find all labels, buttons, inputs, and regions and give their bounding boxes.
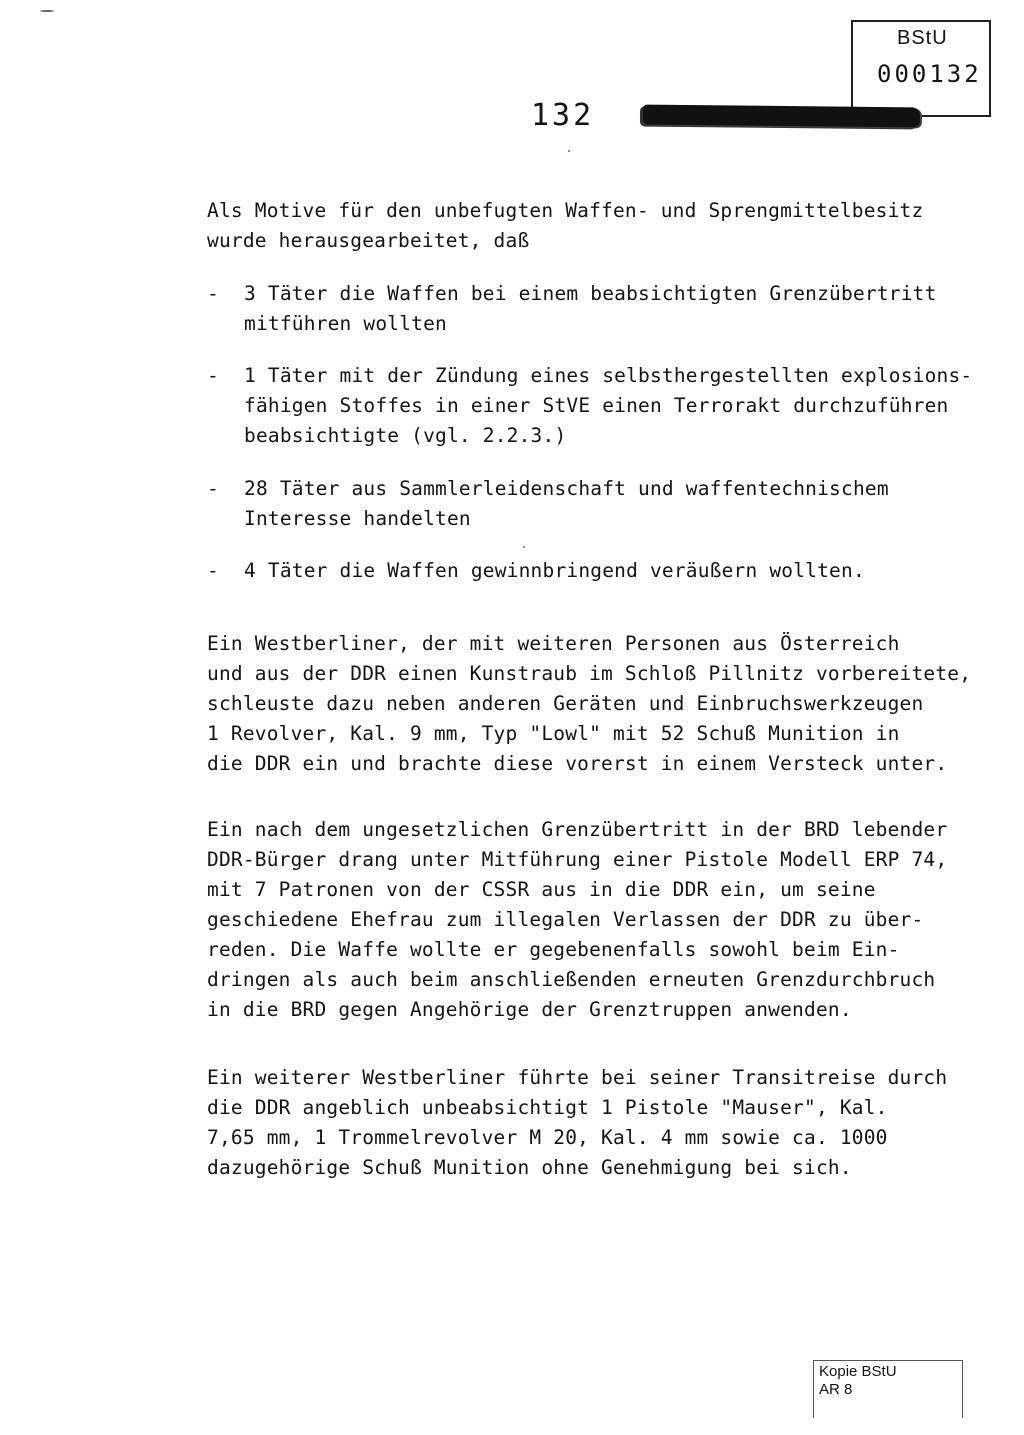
scan-speck: [568, 150, 570, 152]
bullet-text: 3 Täter die Waffen bei einem beabsichtigten Grenzübertritt mitführen wollten: [244, 282, 937, 335]
scan-speck: [523, 546, 525, 548]
scan-speck: [40, 10, 54, 12]
bullet-text: 28 Täter aus Sammlerleidenschaft und waffentechnischem Interesse handelten: [244, 477, 889, 530]
stamp-number: 000132: [877, 60, 982, 88]
bullet-text: 4 Täter die Waffen gewinnbringend veräußern wollten.: [244, 559, 865, 582]
bullet-dash: -: [207, 559, 219, 582]
archive-stamp: [851, 20, 991, 117]
bullet-dash: -: [207, 282, 219, 305]
stamp-label: BStU: [897, 27, 948, 49]
bullet-text: 1 Täter mit der Zündung eines selbsthergestellten explosions- fähigen Stoffes in einer StVE einen Terrorakt durchzuführen beabsichtigte (vgl. 2.2.3.): [244, 364, 973, 447]
page-number: 132: [531, 98, 595, 133]
copy-stamp: [813, 1360, 963, 1418]
bullet-dash: -: [207, 477, 219, 500]
paragraph-transitreise: Ein weiterer Westberliner führte bei seiner Transitreise durch die DDR angeblich unbeabsichtigt 1 Pistole "Mauser", Kal. 7,65 mm, 1 Trommelrevolver M 20, Kal. 4 mm sowie ca. 1000 dazugehörige Schuß Munition ohne Genehmigung bei sich.: [207, 1066, 948, 1179]
paragraph-motives-intro: Als Motive für den unbefugten Waffen- und Sprengmittelbesitz wurde herausgearbeitet, daß: [207, 199, 924, 252]
paragraph-ddr-buerger: Ein nach dem ungesetzlichen Grenzübertritt in der BRD lebender DDR-Bürger drang unter Mitführung einer Pistole Modell ERP 74, mit 7 Patronen von der CSSR aus in die DDR ein, um seine geschiedene Ehefrau zum illegalen Verlassen der DDR zu über- reden. Die Waffe wollte er gegebenenfalls sowohl beim Ein- dringen als auch beim anschließenden erneuten Grenzdurchbruch in die BRD gegen Angehörige der Grenztruppen anwenden.: [207, 818, 948, 1021]
paragraph-westberliner-kunstraub: Ein Westberliner, der mit weiteren Personen aus Österreich und aus der DDR einen Kunstraub im Schloß Pillnitz vorbereitete, schleuste dazu neben anderen Geräten und Einbruchswerkzeugen 1 Revolver, Kal. 9 mm, Typ "Lowl" mit 52 Schuß Munition in die DDR ein und brachte diese vorerst in einem Versteck unter.: [207, 632, 972, 775]
bullet-dash: -: [207, 364, 219, 387]
copy-stamp-line1: Kopie BStU: [819, 1363, 897, 1380]
redaction-bar: [643, 105, 920, 128]
copy-stamp-line2: AR 8: [819, 1381, 853, 1398]
